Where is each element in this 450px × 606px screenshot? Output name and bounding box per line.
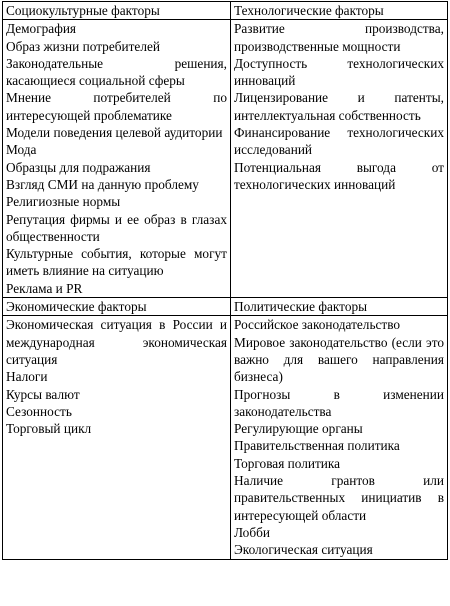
- list-item: Взгляд СМИ на данную проблему: [6, 176, 199, 192]
- list-item: Регулирующие органы: [234, 421, 363, 437]
- list-item: Культурные события, которые могут иметь влияние на ситуацию: [6, 246, 227, 279]
- list-item: Экологическая ситуация: [234, 542, 373, 558]
- list-item: Мировое законодательство (если это важно для вашего направления бизнеса): [234, 334, 444, 385]
- list-item: Реклама и PR: [6, 280, 83, 296]
- list-item: Торговый цикл: [6, 421, 92, 437]
- table-row-headers-bottom: [3, 298, 448, 316]
- list-item: Налоги: [6, 369, 48, 385]
- list-item: Лобби: [234, 524, 270, 540]
- technological-header: Технологические факторы: [231, 2, 448, 20]
- sociocultural-header: Социокультурные факторы: [3, 2, 231, 20]
- table-row-content-bottom: [3, 316, 448, 559]
- list-item: Образцы для подражания: [6, 159, 151, 175]
- list-item: Мнение потребителей по интересующей проблематике: [6, 90, 227, 123]
- list-item: Торговая политика: [234, 455, 341, 471]
- economic-cell: [3, 316, 231, 559]
- political-cell: [231, 316, 448, 559]
- list-item: Модели поведения целевой аудитории: [6, 125, 223, 141]
- list-item: Наличие грантов или правительственных инициатив в интересующей области: [234, 473, 444, 523]
- list-item: Российское законодательство: [234, 317, 401, 333]
- list-item: Экономическая ситуация в России и международная экономическая ситуация: [6, 317, 227, 367]
- list-item: Доступность технологических инноваций: [234, 55, 444, 89]
- list-item: Прогнозы в изменении законодательства: [234, 386, 444, 419]
- technological-cell: [231, 20, 448, 298]
- list-item: Законодательные решения, касающиеся социальной сферы: [6, 55, 227, 89]
- table-row-content-top: [3, 20, 448, 298]
- list-item: Потенциальная выгода от технологических инноваций: [234, 159, 444, 192]
- economic-header: Экономические факторы: [3, 298, 231, 316]
- list-item: Репутация фирмы и ее образ в глазах общественности: [6, 211, 227, 244]
- list-item: Финансирование технологических исследований: [234, 125, 444, 158]
- list-item: Религиозные нормы: [6, 194, 121, 210]
- list-item: Демография: [6, 21, 77, 37]
- list-item: Развитие производства, производственные мощности: [234, 21, 444, 54]
- pest-factors-table: [2, 1, 448, 560]
- list-item: Правительственная политика: [234, 438, 400, 454]
- political-header: Политические факторы: [231, 298, 448, 316]
- list-item: Образ жизни потребителей: [6, 38, 160, 54]
- list-item: Курсы валют: [6, 386, 80, 402]
- table-row-headers-top: [3, 2, 448, 20]
- sociocultural-cell: [3, 20, 231, 298]
- list-item: Сезонность: [6, 403, 72, 419]
- list-item: Лицензирование и патенты, интеллектуальная собственность: [234, 90, 444, 123]
- list-item: Мода: [6, 142, 37, 158]
